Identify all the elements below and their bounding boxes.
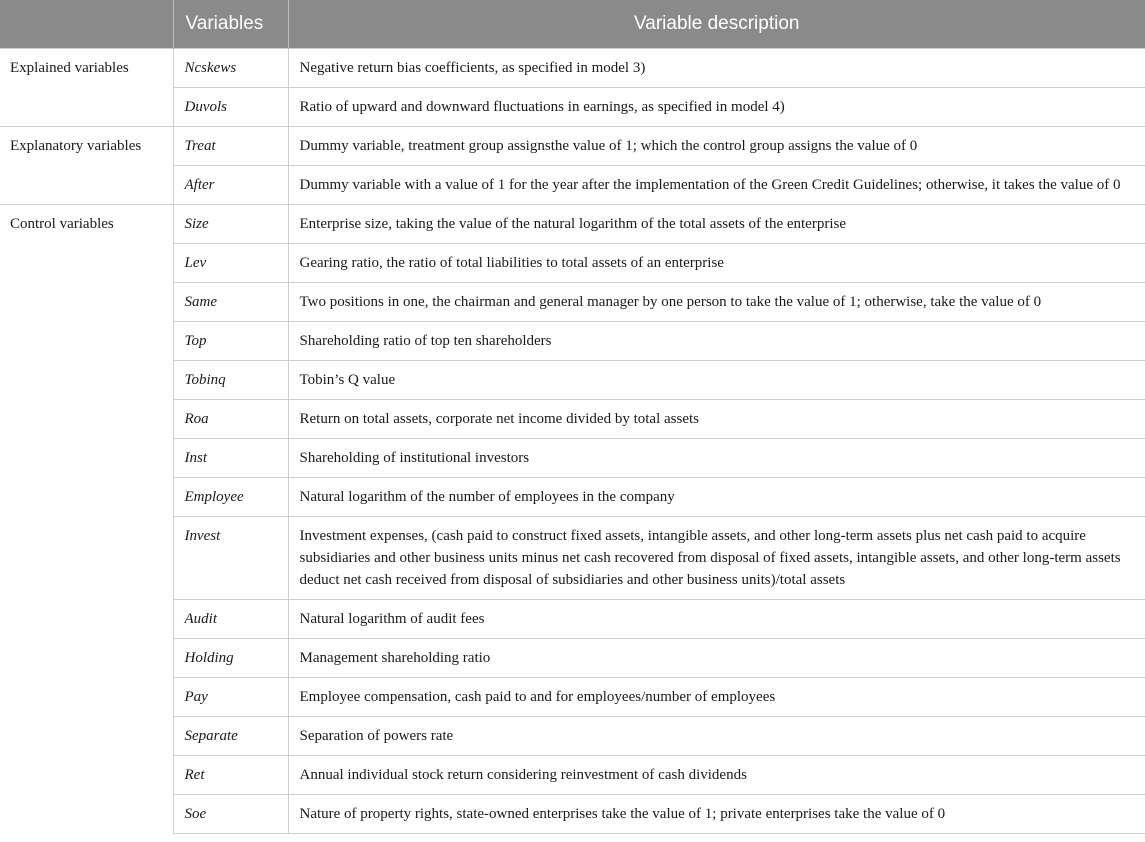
variable-description: Gearing ratio, the ratio of total liabilities to total assets of an enterprise	[288, 244, 1145, 283]
group-label: Explained variables	[0, 49, 173, 127]
variable-name: Ret	[173, 756, 288, 795]
variable-name: Top	[173, 322, 288, 361]
variable-description: Dummy variable, treatment group assignsthe value of 1; which the control group assigns the value of 0	[288, 127, 1145, 166]
header-description: Variable description	[288, 0, 1145, 49]
variable-description: Negative return bias coefficients, as specified in model 3)	[288, 49, 1145, 88]
variable-name: Employee	[173, 478, 288, 517]
table-row	[0, 49, 1145, 88]
variable-name: Roa	[173, 400, 288, 439]
variable-name: Lev	[173, 244, 288, 283]
variable-name: Inst	[173, 439, 288, 478]
table-header	[0, 0, 1145, 49]
variable-name: Pay	[173, 678, 288, 717]
header-variables: Variables	[173, 0, 288, 49]
variable-name: Tobinq	[173, 361, 288, 400]
variable-description: Shareholding of institutional investors	[288, 439, 1145, 478]
variable-description: Investment expenses, (cash paid to construct fixed assets, intangible assets, and other long-term assets plus net cash paid to acquire subsidiaries and other business units minus net cash recovered from disposal of fixed assets, intangible assets, and other long-term assets deduct net cash received from disposal of subsidiaries and other business units)/total assets	[288, 517, 1145, 600]
variable-name: Separate	[173, 717, 288, 756]
variable-name: After	[173, 166, 288, 205]
variable-description: Ratio of upward and downward fluctuations in earnings, as specified in model 4)	[288, 88, 1145, 127]
table-row	[0, 127, 1145, 166]
table-body	[0, 49, 1145, 834]
variable-description: Shareholding ratio of top ten shareholders	[288, 322, 1145, 361]
variable-name: Same	[173, 283, 288, 322]
variable-description: Return on total assets, corporate net income divided by total assets	[288, 400, 1145, 439]
variable-name: Soe	[173, 795, 288, 834]
variable-description: Enterprise size, taking the value of the natural logarithm of the total assets of the enterprise	[288, 205, 1145, 244]
variable-name: Invest	[173, 517, 288, 600]
variable-description: Dummy variable with a value of 1 for the year after the implementation of the Green Credit Guidelines; otherwise, it takes the value of 0	[288, 166, 1145, 205]
table-row	[0, 205, 1145, 244]
variable-description: Nature of property rights, state-owned enterprises take the value of 1; private enterprises take the value of 0	[288, 795, 1145, 834]
variable-name: Duvols	[173, 88, 288, 127]
variable-name: Ncskews	[173, 49, 288, 88]
variable-name: Size	[173, 205, 288, 244]
variable-name: Holding	[173, 639, 288, 678]
group-label: Control variables	[0, 205, 173, 834]
variable-name: Treat	[173, 127, 288, 166]
variable-description: Natural logarithm of the number of employees in the company	[288, 478, 1145, 517]
variable-description: Management shareholding ratio	[288, 639, 1145, 678]
group-label: Explanatory variables	[0, 127, 173, 205]
variable-description: Two positions in one, the chairman and general manager by one person to take the value of 1; otherwise, take the value of 0	[288, 283, 1145, 322]
variable-description: Employee compensation, cash paid to and for employees/number of employees	[288, 678, 1145, 717]
variable-name: Audit	[173, 600, 288, 639]
variable-description: Tobin’s Q value	[288, 361, 1145, 400]
header-category	[0, 0, 173, 49]
variable-description: Annual individual stock return considering reinvestment of cash dividends	[288, 756, 1145, 795]
variable-description: Natural logarithm of audit fees	[288, 600, 1145, 639]
variable-description: Separation of powers rate	[288, 717, 1145, 756]
